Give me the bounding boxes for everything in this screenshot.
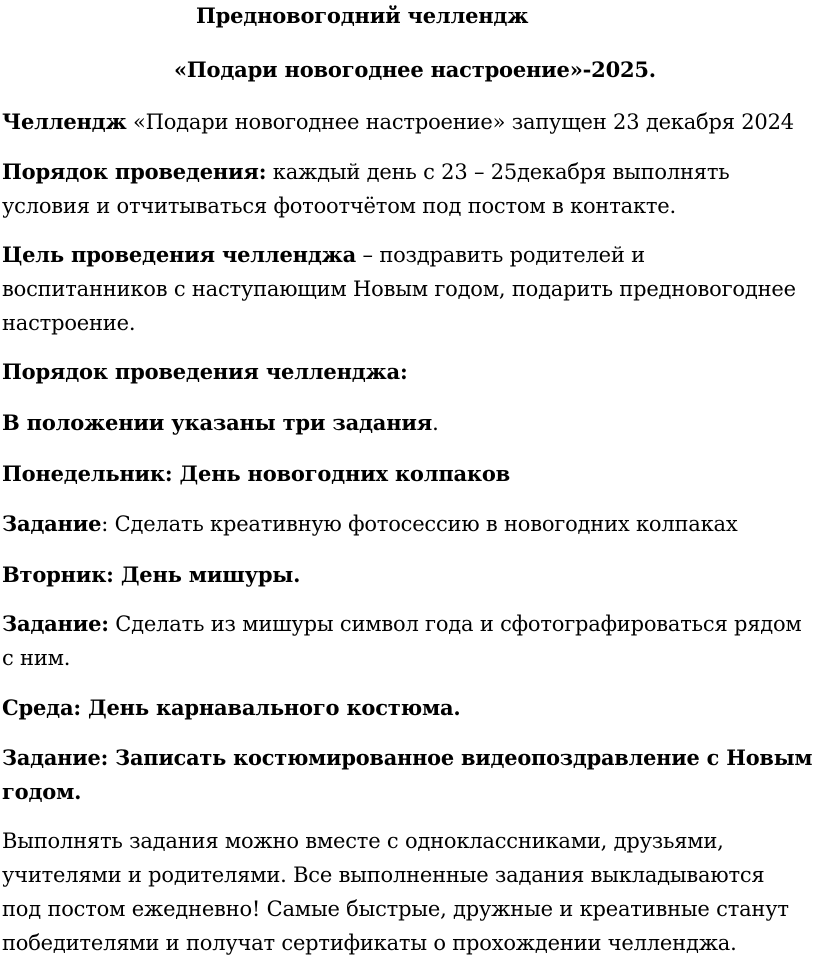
goal-text-3: настроение. — [2, 311, 136, 335]
launch-paragraph — [2, 108, 794, 136]
tasks-intro-bold: В положении указаны три задания — [2, 410, 433, 435]
tuesday-task-text-1: Сделать из мишуры символ года и сфотографироваться рядом — [108, 612, 802, 636]
procedure-text-2: условия и отчитываться фотоотчётом под постом в контакте. — [2, 194, 677, 218]
tuesday-task-label: Задание: — [2, 611, 109, 636]
procedure-label: Порядок проведения: — [2, 159, 267, 184]
wednesday-task-line-2: годом. — [2, 779, 82, 804]
goal-text-2: воспитанников с наступающим Новым годом, подарить предновогоднее — [2, 277, 796, 301]
launch-label: Челлендж — [2, 109, 127, 134]
tuesday-heading: Вторник: День мишуры. — [2, 562, 301, 587]
monday-heading: Понедельник: День новогодних колпаков — [2, 461, 511, 486]
procedure-paragraph-line-1 — [2, 158, 730, 186]
closing-line-3: под постом ежедневно! Самые быстрые, дружные и креативные станут — [2, 897, 789, 921]
closing-line-2: учителями и родителями. Все выполненные задания выкладываются — [2, 863, 765, 887]
goal-text-1: – поздравить родителей и — [356, 243, 645, 267]
wednesday-task-line-1: Задание: Записать костюмированное видеопоздравление с Новым — [2, 745, 813, 770]
goal-paragraph-line-1 — [2, 241, 645, 269]
tuesday-task-text-2: с ним. — [2, 646, 71, 670]
monday-task-text: : Сделать креативную фотосессию в новогодних колпаках — [101, 512, 738, 536]
tuesday-task-line-1 — [2, 610, 802, 638]
closing-line-1: Выполнять задания можно вместе с одноклассниками, друзьями, — [2, 829, 724, 853]
closing-line-4: победителями и получат сертификаты о прохождении челленджа. — [2, 931, 737, 955]
monday-task — [2, 510, 738, 538]
procedure-text-1: каждый день с 23 – 25декабря выполнять — [266, 160, 730, 184]
goal-label: Цель проведения челленджа — [2, 242, 357, 267]
tasks-intro — [2, 409, 439, 437]
monday-task-label: Задание — [2, 511, 102, 536]
title-line-1: Предновогодний челлендж — [196, 3, 529, 28]
title-line-2: «Подари новогоднее настроение»-2025. — [174, 57, 656, 82]
launch-text: «Подари новогоднее настроение» запущен 23 декабря 2024 — [126, 110, 794, 134]
tasks-intro-tail: . — [432, 411, 439, 435]
procedure-heading: Порядок проведения челленджа: — [2, 359, 408, 384]
wednesday-heading: Среда: День карнавального костюма. — [2, 695, 461, 720]
